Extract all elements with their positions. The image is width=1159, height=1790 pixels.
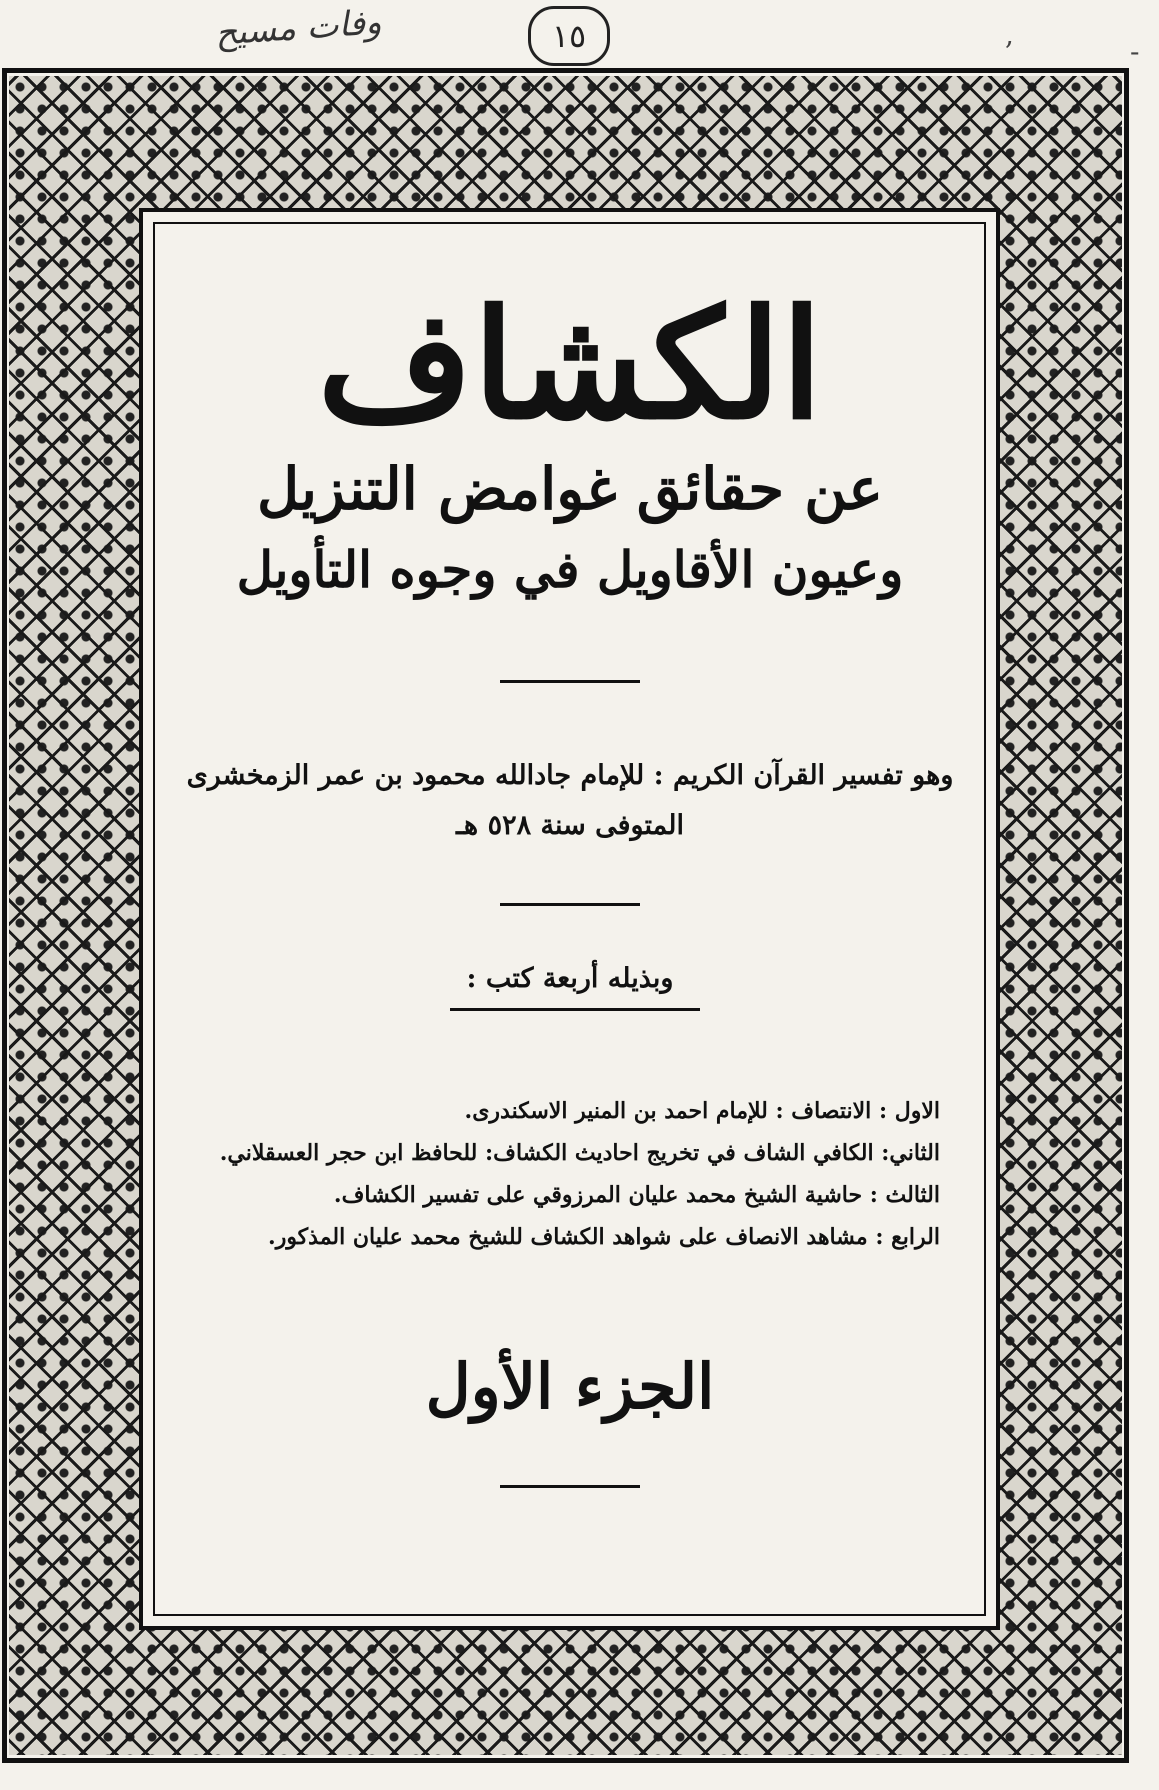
book-subtitle-line2: وعيون الأقاويل في وجوه التأويل: [236, 540, 904, 599]
appendix-book: الرابع : مشاهد الانصاف على شواهد الكشاف للشيخ محمد عليان المذكور.: [268, 1224, 940, 1250]
appendix-book: الاول : الانتصاف : للإمام احمد بن المنير الاسكندرى.: [464, 1098, 940, 1124]
title-panel: [160, 230, 980, 1610]
divider: [500, 1485, 640, 1488]
heading-underline: [450, 1008, 700, 1011]
divider: [500, 680, 640, 683]
volume-label: الجزء الأول: [425, 1350, 715, 1423]
scan-mark: -: [1130, 35, 1140, 68]
book-subtitle-line1: عن حقائق غوامض التنزيل: [256, 455, 884, 523]
death-date-line: المتوفى سنة ٥٢٨ هـ: [456, 810, 684, 841]
appendix-books-list: [200, 1090, 940, 1258]
appendix-heading: وبذيله أربعة كتب :: [466, 963, 674, 994]
handwritten-note: وفات مسيح: [213, 2, 383, 54]
scan-mark: ,: [1005, 18, 1014, 51]
book-title: الكشاف: [317, 277, 823, 453]
appendix-book: الثاني: الكافي الشاف في تخريج احاديث الكشاف: للحافظ ابن حجر العسقلاني.: [219, 1140, 940, 1166]
appendix-book: الثالث : حاشية الشيخ محمد عليان المرزوقي على تفسير الكشاف.: [333, 1182, 940, 1208]
circled-page-number: ١٥: [528, 6, 610, 66]
author-line: وهو تفسير القرآن الكريم : للإمام جادالله محمود بن عمر الزمخشرى: [186, 760, 954, 791]
divider: [500, 903, 640, 906]
